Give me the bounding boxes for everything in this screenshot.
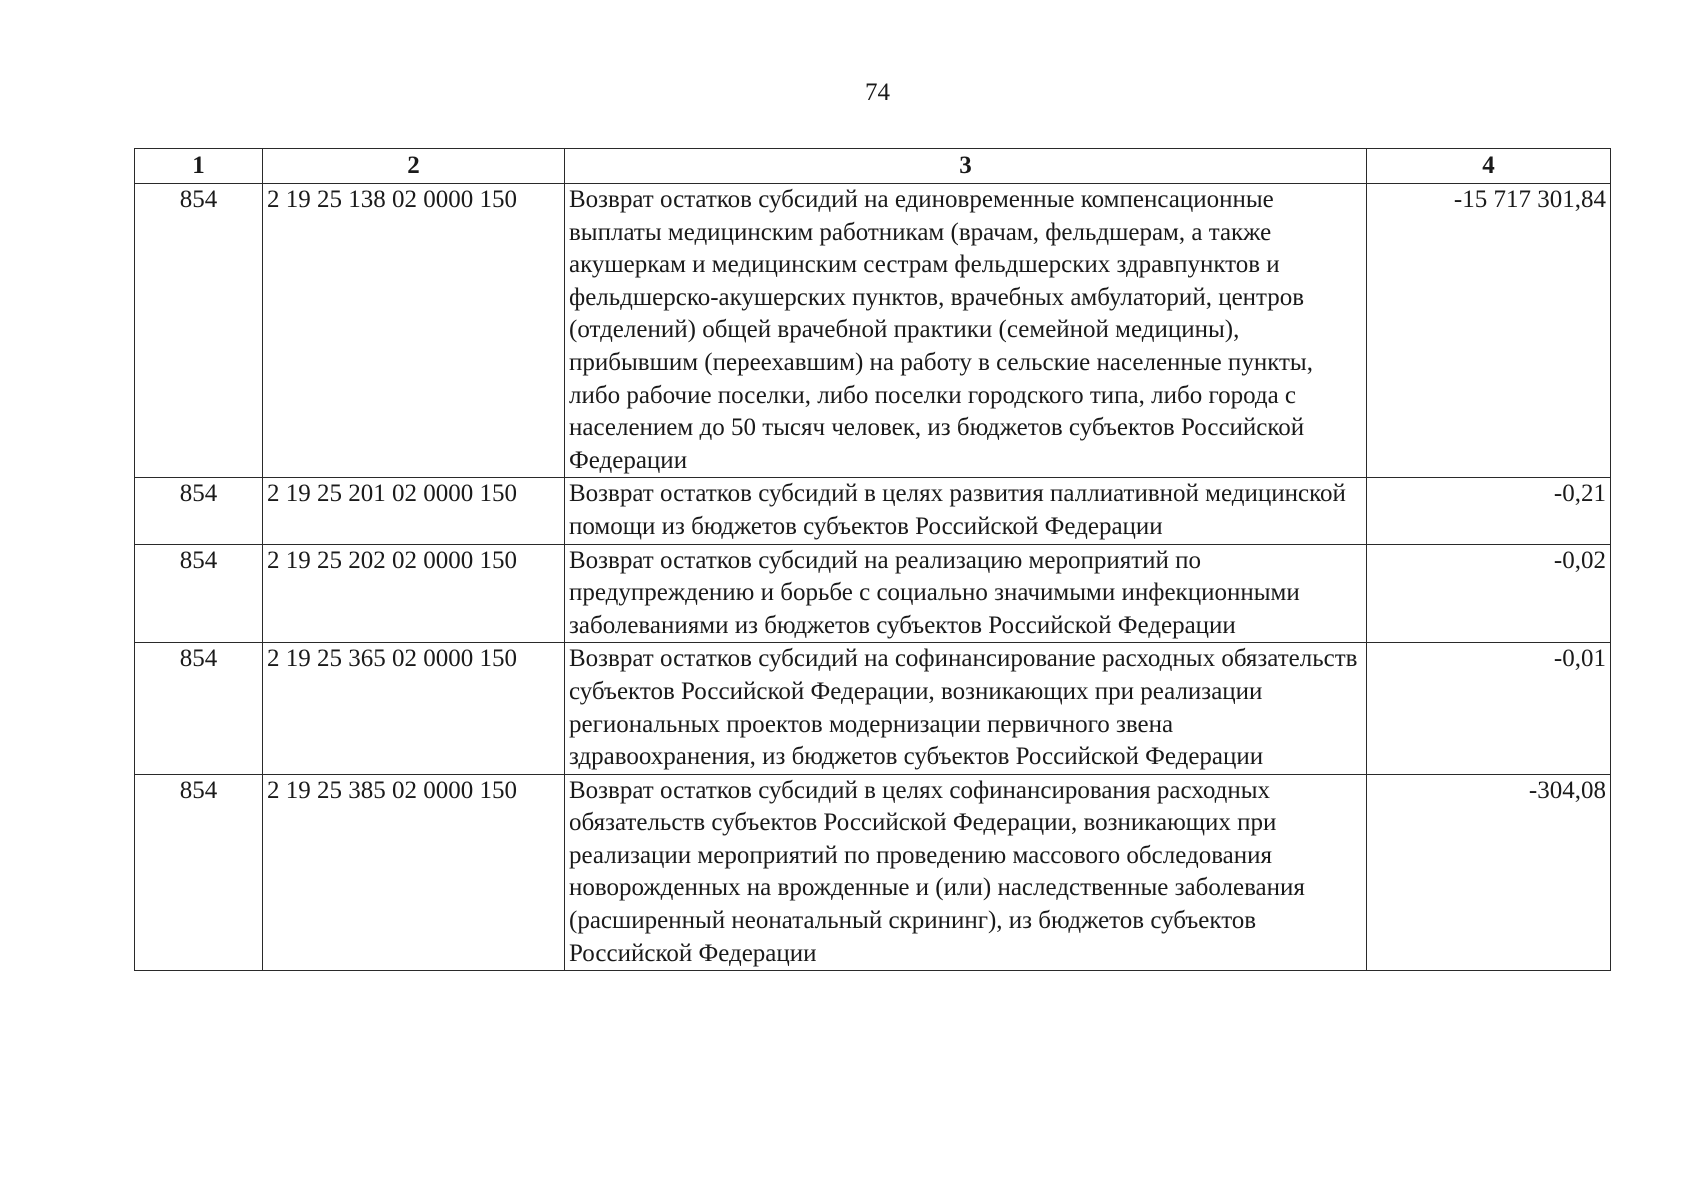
table-row [135, 544, 1611, 643]
description-cell: Возврат остатков субсидий на реализацию мероприятий по предупреждению и борьбе с социально значимыми инфекционными заболеваниями из бюджетов субъектов Российской Федерации [565, 544, 1367, 643]
amount-cell: -0,02 [1367, 544, 1611, 643]
amount-cell: -0,01 [1367, 643, 1611, 774]
header-row [135, 149, 1611, 184]
budget-code-cell: 2 19 25 138 02 0000 150 [263, 184, 565, 478]
amount-cell: -15 717 301,84 [1367, 184, 1611, 478]
table-row [135, 184, 1611, 478]
admin-code-cell: 854 [135, 184, 263, 478]
admin-code-cell: 854 [135, 478, 263, 544]
table-row [135, 774, 1611, 971]
page-number: 74 [865, 79, 890, 106]
description-cell: Возврат остатков субсидий в целях софинансирования расходных обязательств субъектов Российской Федерации, возникающих при реализации мероприятий по проведению массового обследования новорожденных на врожденные и (или) наследственные заболевания (расширенный неонатальный скрининг), из бюджетов субъектов Российской Федерации [565, 774, 1367, 971]
budget-code-cell: 2 19 25 365 02 0000 150 [263, 643, 565, 774]
table-row [135, 478, 1611, 544]
admin-code-cell: 854 [135, 643, 263, 774]
column-header-3: 3 [565, 149, 1367, 184]
table-row [135, 643, 1611, 774]
budget-table [134, 148, 1611, 971]
budget-code-cell: 2 19 25 202 02 0000 150 [263, 544, 565, 643]
description-cell: Возврат остатков субсидий на софинансирование расходных обязательств субъектов Российской Федерации, возникающих при реализации региональных проектов модернизации первичного звена здравоохранения, из бюджетов субъектов Российской Федерации [565, 643, 1367, 774]
column-header-2: 2 [263, 149, 565, 184]
description-cell: Возврат остатков субсидий в целях развития паллиативной медицинской помощи из бюджетов субъектов Российской Федерации [565, 478, 1367, 544]
amount-cell: -304,08 [1367, 774, 1611, 971]
column-header-4: 4 [1367, 149, 1611, 184]
admin-code-cell: 854 [135, 774, 263, 971]
description-cell: Возврат остатков субсидий на единовременные компенсационные выплаты медицинским работникам (врачам, фельдшерам, а также акушеркам и медицинским сестрам фельдшерских здравпунктов и фельдшерско-акушерских пунктов, врачебных амбулаторий, центров (отделений) общей врачебной практики (семейной медицины), прибывшим (переехавшим) на работу в сельские населенные пункты, либо рабочие поселки, либо поселки городского типа, либо города с населением до 50 тысяч человек, из бюджетов субъектов Российской Федерации [565, 184, 1367, 478]
admin-code-cell: 854 [135, 544, 263, 643]
column-header-1: 1 [135, 149, 263, 184]
budget-code-cell: 2 19 25 385 02 0000 150 [263, 774, 565, 971]
budget-code-cell: 2 19 25 201 02 0000 150 [263, 478, 565, 544]
amount-cell: -0,21 [1367, 478, 1611, 544]
